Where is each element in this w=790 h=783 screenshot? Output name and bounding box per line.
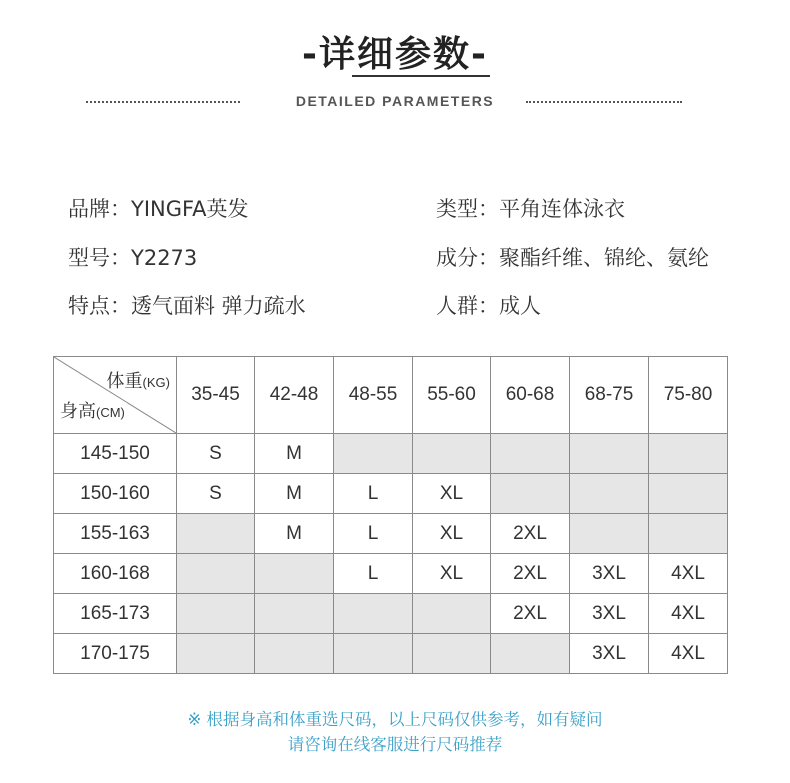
size-cell-empty <box>177 594 255 634</box>
size-cell: 3XL <box>570 634 649 674</box>
size-cell-empty <box>649 434 728 474</box>
weight-range-header: 68-75 <box>570 357 649 434</box>
size-cell-empty <box>413 434 491 474</box>
size-cell: 3XL <box>570 594 649 634</box>
size-cell-empty <box>491 474 570 514</box>
right-dotted-divider <box>526 101 682 103</box>
param-feature: 特点：透气面料 弹力疏水 <box>68 294 306 318</box>
size-cell: M <box>255 514 334 554</box>
size-cell-empty <box>491 634 570 674</box>
size-cell-empty <box>255 554 334 594</box>
height-unit-text: (CM) <box>96 405 125 420</box>
size-cell: S <box>177 434 255 474</box>
size-cell: XL <box>413 474 491 514</box>
size-cell: L <box>334 514 413 554</box>
size-cell-empty <box>255 594 334 634</box>
size-cell-empty <box>570 474 649 514</box>
size-cell: XL <box>413 554 491 594</box>
size-cell: S <box>177 474 255 514</box>
size-cell: 4XL <box>649 554 728 594</box>
weight-label-text: 体重 <box>106 371 143 391</box>
size-cell: 2XL <box>491 514 570 554</box>
title-underline <box>352 75 490 77</box>
height-range-cell: 170-175 <box>54 634 177 674</box>
size-cell-empty <box>177 554 255 594</box>
size-cell-empty <box>570 514 649 554</box>
weight-range-header: 75-80 <box>649 357 728 434</box>
size-cell: M <box>255 474 334 514</box>
weight-range-header: 35-45 <box>177 357 255 434</box>
weight-range-header: 60-68 <box>491 357 570 434</box>
size-cell-empty <box>255 634 334 674</box>
page-subtitle: DETAILED PARAMETERS <box>295 93 495 109</box>
size-table-row <box>54 474 728 514</box>
size-table-row <box>54 594 728 634</box>
size-table-header-row <box>54 357 728 434</box>
size-cell: L <box>334 554 413 594</box>
height-label-text: 身高 <box>60 401 96 421</box>
size-cell-empty <box>649 514 728 554</box>
size-cell-empty <box>334 594 413 634</box>
height-range-cell: 150-160 <box>54 474 177 514</box>
size-table-row <box>54 514 728 554</box>
weight-range-header: 48-55 <box>334 357 413 434</box>
page-title: -详细参数- <box>302 34 488 75</box>
size-cell: 2XL <box>491 554 570 594</box>
size-cell: XL <box>413 514 491 554</box>
size-cell-empty <box>649 474 728 514</box>
size-cell-empty <box>570 434 649 474</box>
size-chart-table <box>53 356 728 674</box>
param-type: 类型：平角连体泳衣 <box>436 197 625 221</box>
size-cell: M <box>255 434 334 474</box>
size-note-line-2: 请咨询在线客服进行尺码推荐 <box>287 735 503 754</box>
size-cell: 2XL <box>491 594 570 634</box>
size-cell-empty <box>413 634 491 674</box>
param-model: 型号：Y2273 <box>68 246 198 270</box>
corner-weight-label <box>107 367 170 393</box>
size-cell: 4XL <box>649 634 728 674</box>
size-cell-empty <box>177 634 255 674</box>
size-cell-empty <box>334 634 413 674</box>
param-crowd: 人群：成人 <box>436 294 541 318</box>
height-range-cell: 145-150 <box>54 434 177 474</box>
size-cell: L <box>334 474 413 514</box>
weight-range-header: 55-60 <box>413 357 491 434</box>
size-cell: 4XL <box>649 594 728 634</box>
size-cell-empty <box>334 434 413 474</box>
height-range-cell: 160-168 <box>54 554 177 594</box>
weight-range-header: 42-48 <box>255 357 334 434</box>
size-table-corner-cell <box>54 357 177 434</box>
size-table-row <box>54 554 728 594</box>
param-brand: 品牌：YINGFA英发 <box>68 197 249 221</box>
size-cell-empty <box>177 514 255 554</box>
height-range-cell: 165-173 <box>54 594 177 634</box>
size-note-line-1: ※ 根据身高和体重选尺码，以上尺码仅供参考，如有疑问 <box>187 710 603 729</box>
size-cell-empty <box>413 594 491 634</box>
size-cell-empty <box>491 434 570 474</box>
height-range-cell: 155-163 <box>54 514 177 554</box>
weight-unit-text: (KG) <box>142 375 170 390</box>
param-material: 成分：聚酯纤维、锦纶、氨纶 <box>436 246 709 270</box>
size-table-row <box>54 434 728 474</box>
corner-height-label <box>60 397 125 423</box>
size-table-row <box>54 634 728 674</box>
size-cell: 3XL <box>570 554 649 594</box>
